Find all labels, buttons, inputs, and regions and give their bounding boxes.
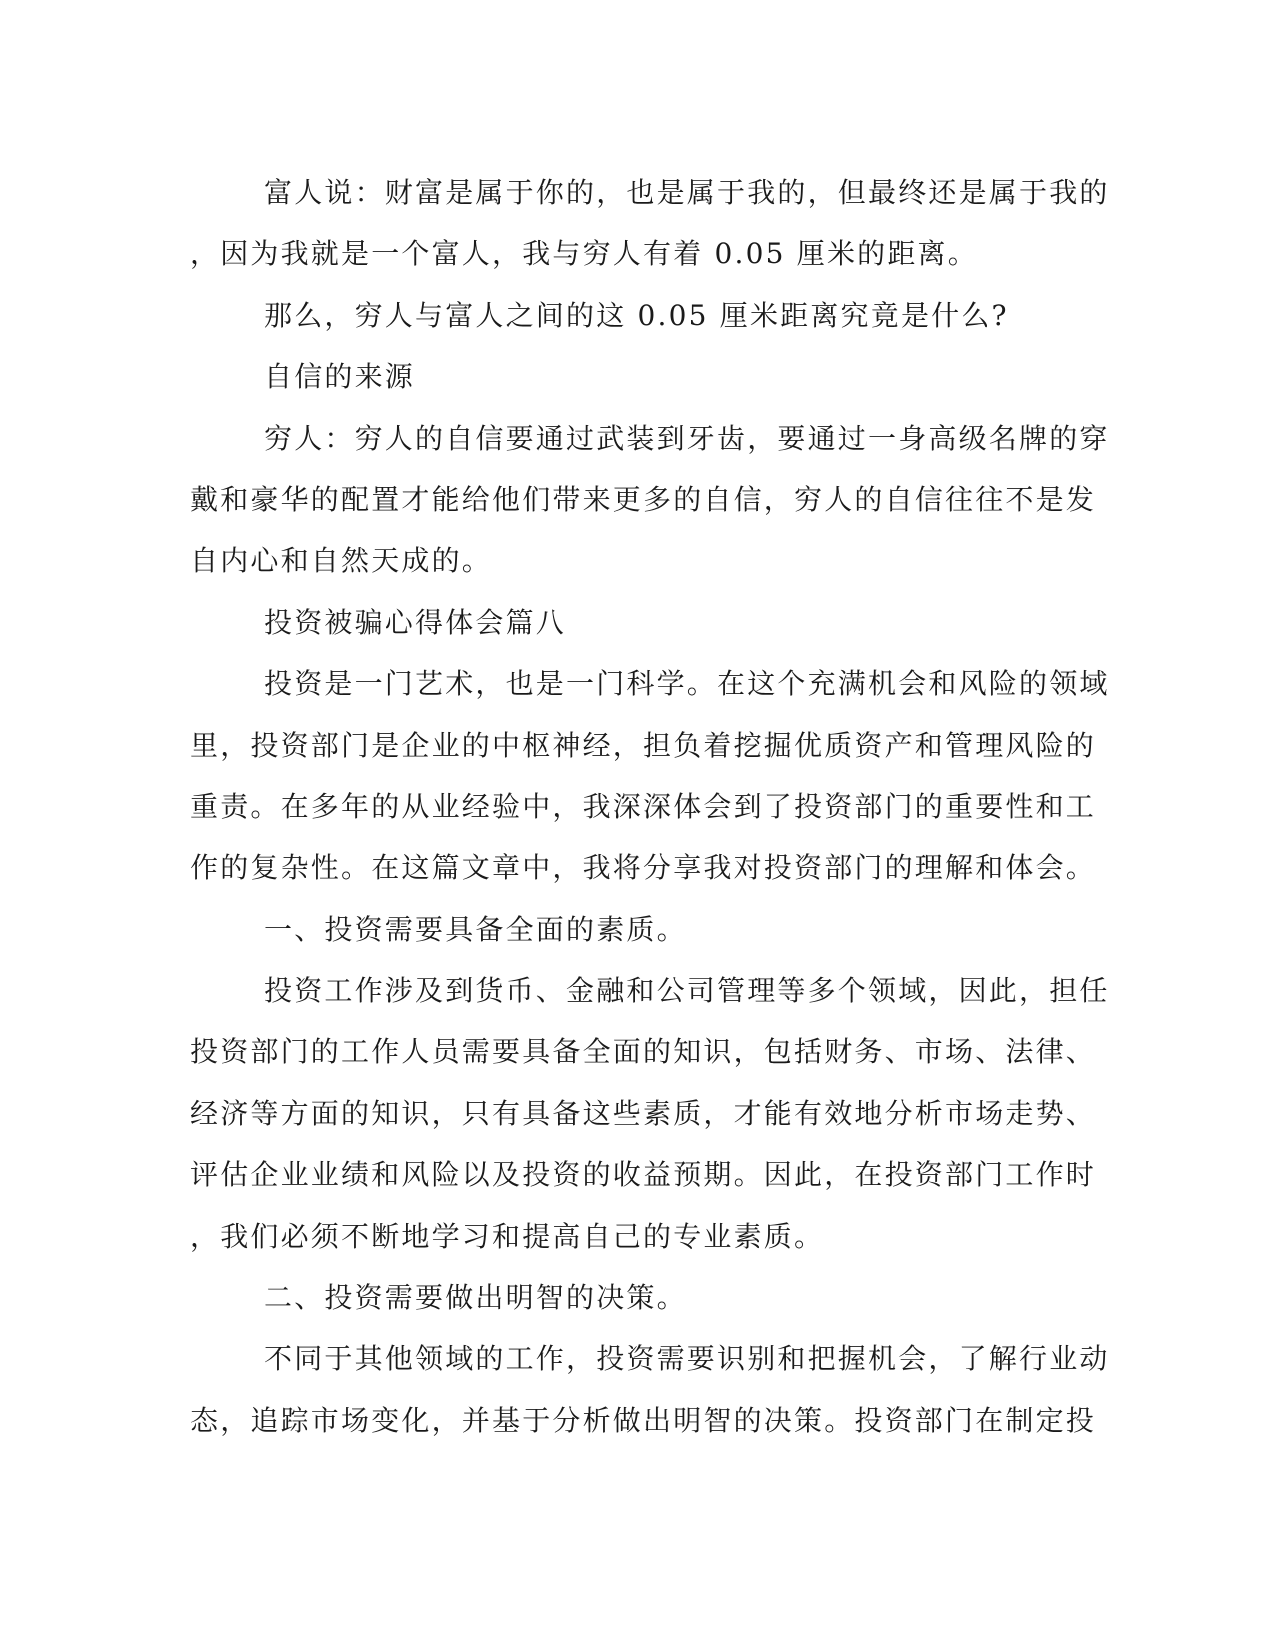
text-line: 自内心和自然天成的。 [190,544,493,578]
text-line: 穷人：穷人的自信要通过武装到牙齿，要通过一身高级名牌的穿 [264,421,1110,455]
text-line: 戴和豪华的配置才能给他们带来更多的自信，穷人的自信往往不是发 [190,482,1097,516]
section-heading: 投资被骗心得体会篇八 [264,605,567,639]
text-line: 富人说：财富是属于你的，也是属于我的，但最终还是属于我的 [264,176,1110,209]
section-heading: 自信的来源 [264,360,416,394]
text-line: 态，追踪市场变化，并基于分析做出明智的决策。投资部门在制定投 [190,1403,1097,1437]
text-line: 不同于其他领域的工作，投资需要识别和把握机会，了解行业动 [264,1342,1110,1376]
text-line: 投资部门的工作人员需要具备全面的知识，包括财务、市场、法律、 [190,1035,1097,1069]
section-heading: 二、投资需要做出明智的决策。 [264,1281,687,1315]
text-line: 投资是一门艺术，也是一门科学。在这个充满机会和风险的领域 [264,667,1110,701]
document-body [190,162,1110,1451]
text-line: 里，投资部门是企业的中枢神经，担负着挖掘优质资产和管理风险的 [190,728,1097,762]
section-heading: 一、投资需要具备全面的素质。 [264,912,687,946]
text-line: ，因为我就是一个富人，我与穷人有着 0.05 厘米的距离。 [190,237,978,271]
text-line: ，我们必须不断地学习和提高自己的专业素质。 [190,1219,825,1253]
text-line: 那么，穷人与富人之间的这 0.05 厘米距离究竟是什么? [264,298,1009,332]
text-line: 投资工作涉及到货币、金融和公司管理等多个领域，因此，担任 [264,974,1110,1008]
text-line: 经济等方面的知识，只有具备这些素质，才能有效地分析市场走势、 [190,1096,1097,1130]
text-line: 重责。在多年的从业经验中，我深深体会到了投资部门的重要性和工 [190,789,1097,823]
text-line: 评估企业业绩和风险以及投资的收益预期。因此，在投资部门工作时 [190,1158,1097,1192]
text-line: 作的复杂性。在这篇文章中，我将分享我对投资部门的理解和体会。 [190,851,1097,885]
